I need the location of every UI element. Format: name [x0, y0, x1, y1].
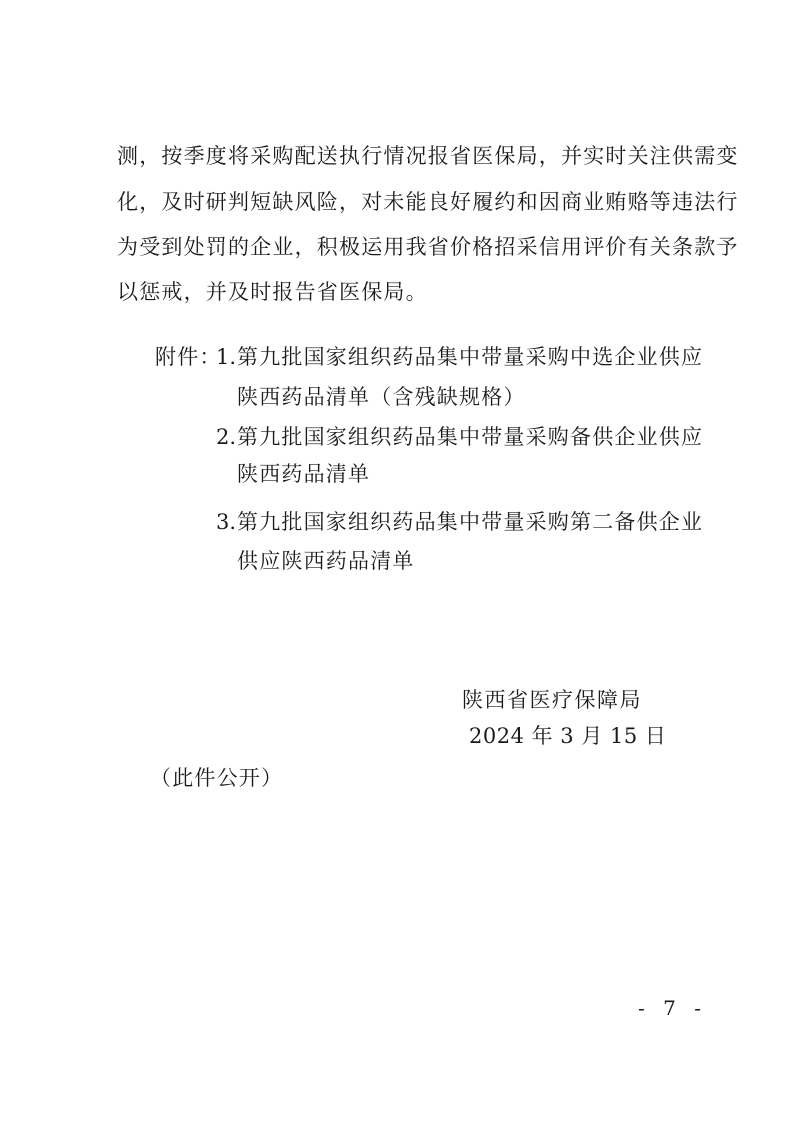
disclosure-note: （此件公开） — [150, 766, 284, 790]
attachments-label: 附件： — [155, 345, 222, 369]
attachment-3-title-line-2: 供应陕西药品清单 — [237, 549, 415, 573]
attachment-2-title-line-1: 第九批国家组织药品集中带量采购备供企业供应 — [237, 425, 704, 449]
attachment-2-number: 2. — [216, 425, 237, 449]
body-line-2: 化，及时研判短缺风险，对未能良好履约和因商业贿赂等违法行 — [117, 190, 739, 214]
attachment-1-title-line-2: 陕西药品清单（含残缺规格） — [237, 385, 526, 409]
attachment-3-title-line-1: 第九批国家组织药品集中带量采购第二备供企业 — [237, 510, 704, 534]
body-line-4: 以惩戒，并及时报告省医保局。 — [117, 280, 428, 304]
body-line-3: 为受到处罚的企业，积极运用我省价格招采信用评价有关条款予 — [117, 235, 739, 259]
issue-date: 2024 年 3 月 15 日 — [469, 724, 667, 748]
attachment-1-number: 1. — [216, 345, 237, 369]
attachment-1-title-line-1: 第九批国家组织药品集中带量采购中选企业供应 — [237, 345, 704, 369]
attachment-2-title-line-2: 陕西药品清单 — [237, 462, 371, 486]
body-line-1: 测，按季度将采购配送执行情况报省医保局，并实时关注供需变 — [117, 144, 739, 168]
attachment-3-number: 3. — [216, 510, 237, 534]
issuing-organization: 陕西省医疗保障局 — [462, 688, 642, 712]
page-number: - 7 - — [638, 996, 707, 1020]
